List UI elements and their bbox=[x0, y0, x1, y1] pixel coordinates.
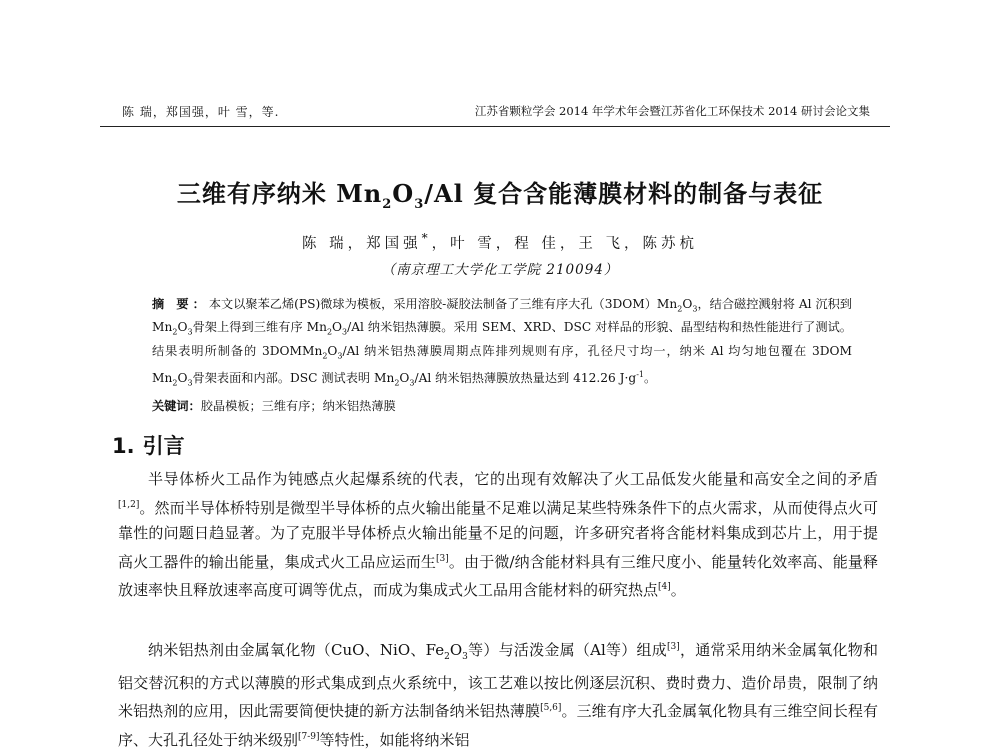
corresponding-mark: * bbox=[421, 231, 432, 245]
citation: [1,2] bbox=[118, 499, 140, 510]
citation: [7-9] bbox=[298, 731, 320, 742]
citation: [3] bbox=[436, 553, 449, 564]
keywords-label: 关键词： bbox=[152, 399, 201, 413]
abstract: 摘 要：本文以聚苯乙烯(PS)微球为模板，采用溶胶-凝胶法制备了三维有序大孔$(3DOM)Mn_2O_3$，结合磁控溅射将 Al 沉积到 $Mn_2O_3$骨架上得到三维有序 $Mn_2O_3/Al$ 纳米铝热薄膜。采用 SEM、XRD、DSC 对样品的形貌、晶型结构和热性能进行了测试。结果表明所制备的 $3DOMMn_2O_3/Al$ 纳米铝热薄膜周期点阵排列规则有序，孔径尺寸均一，纳米 Al 均匀地包覆在 3DOM $Mn_2O_3$骨架表面和内部。DSC 测试表明 $Mn_2O_3/Al$ 纳米铝热薄膜放热量达到 412.26 $J\cdot g^{-1}$。 bbox=[152, 297, 852, 388]
section-heading: 1. 引言 bbox=[112, 434, 185, 458]
citation: [4] bbox=[658, 582, 671, 593]
citation: [3] bbox=[667, 642, 680, 652]
affiliation: （南京理工大学化工学院 210094） bbox=[381, 262, 619, 278]
paper-title: 三维有序纳米 $Mn_2O_3/Al$ 复合含能薄膜材料的制备与表征 bbox=[176, 179, 824, 212]
keywords: 关键词：胶晶模板；三维有序；纳米铝热薄膜 bbox=[152, 399, 396, 413]
paragraph: 纳米铝热剂由金属氧化物（CuO、NiO、$Fe_2O_3$等）与活泼金属（Al等）组成[3]，通常采用纳米金属氧化物和铝交替沉积的方式以薄膜的形式集成到点火系统中，该工艺难以按比例逐层沉积、费时费力、造价昂贵，限制了纳米铝热剂的应用，因此需要简便快捷的新方法制备纳米铝热薄膜[5,6]。三维有序大孔金属氧化物具有三维空间长程有序、大孔孔径处于纳米级别[7-9]等特性，如能将纳米铝 bbox=[118, 641, 878, 749]
header-proceedings: 江苏省颗粒学会 2014 年学术年会暨江苏省化工环保技术 2014 研讨会论文集 bbox=[474, 104, 870, 118]
header-authors: 陈 瑞，郑国强，叶 雪，等. bbox=[122, 105, 280, 119]
running-header bbox=[100, 98, 890, 127]
author-list: 陈 瑞，郑国强*，叶 雪，程 佳，王 飞，陈苏杭 bbox=[302, 231, 698, 252]
abstract-label: 摘 要： bbox=[152, 297, 209, 311]
citation: [5,6] bbox=[540, 703, 562, 714]
paragraph: 半导体桥火工品作为钝感点火起爆系统的代表，它的出现有效解决了火工品低发火能量和高安全之间的矛盾[1,2]。然而半导体桥特别是微型半导体桥的点火输出能量不足难以满足某些特殊条件下的点火需求，从而使得点火可靠性的问题日趋显著。为了克服半导体桥点火输出能量不足的问题，许多研究者将含能材料集成到芯片上，用于提高火工器件的输出能量，集成式火工品应运而生[3]。由于微/纳含能材料具有三维尺度小、能量转化效率高、能量释放速率快且释放速率高度可调等优点，而成为集成式火工品用含能材料的研究热点[4]。 bbox=[118, 470, 878, 600]
